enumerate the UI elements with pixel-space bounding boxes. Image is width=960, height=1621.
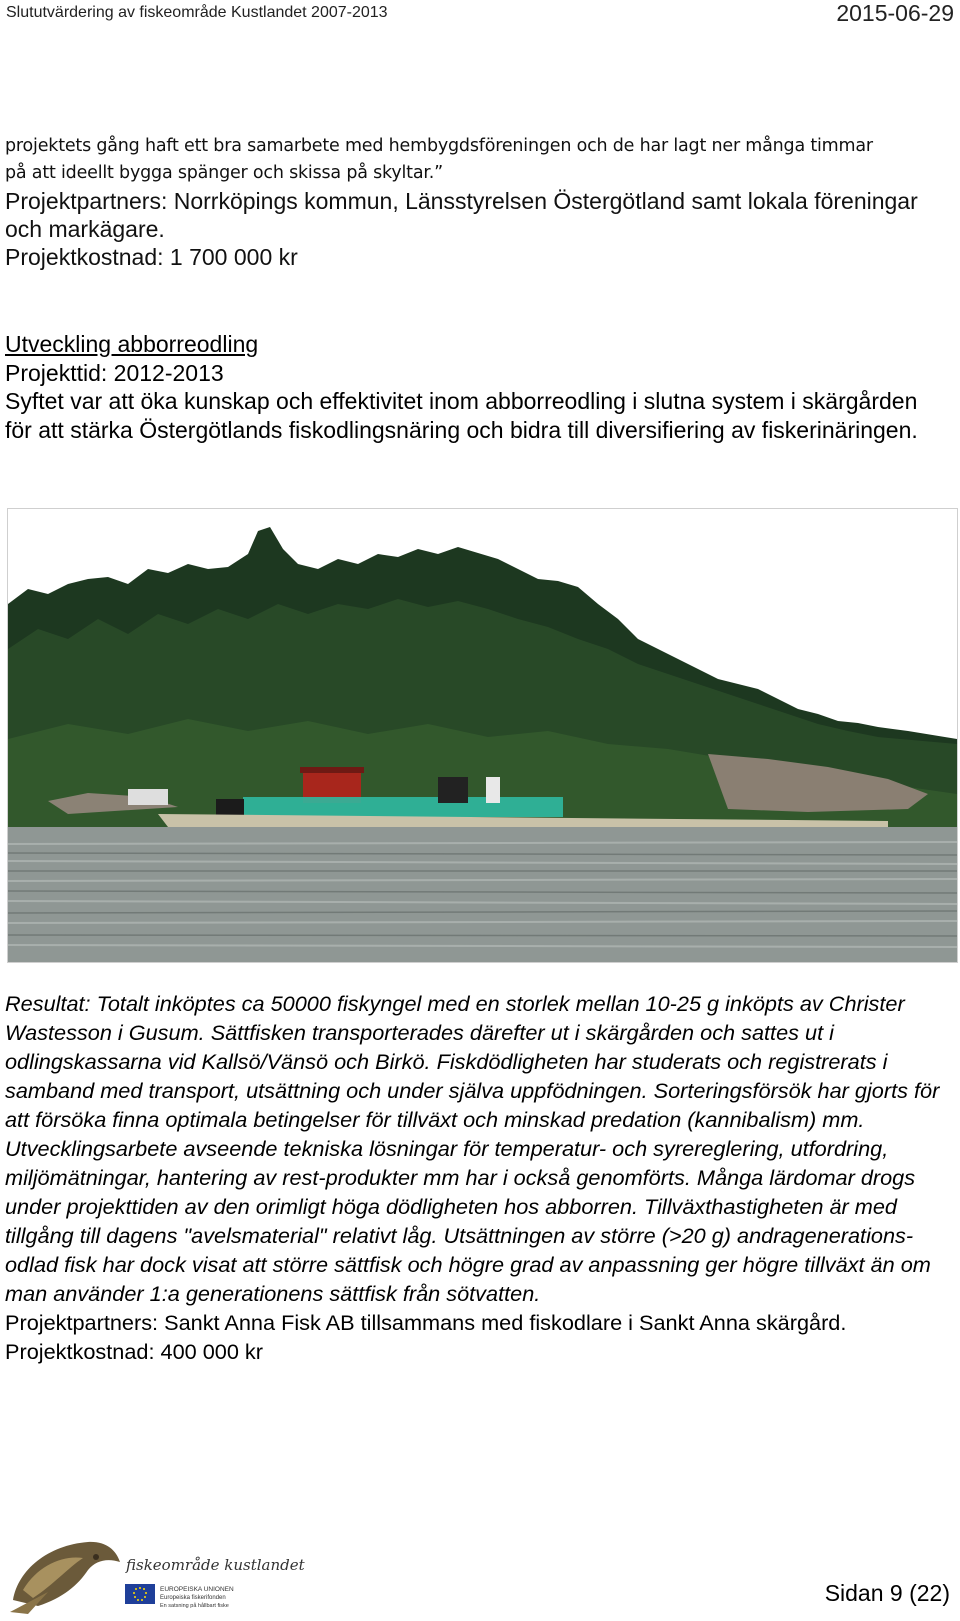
project-partners: Projektpartners: Norrköpings kommun, Länsstyrelsen Östergötland samt lokala föreningar och markägare.: [5, 188, 918, 242]
section-heading: Utveckling abborreodling: [5, 331, 259, 357]
previous-project-text: [5, 133, 950, 271]
result-text: [5, 989, 953, 1366]
eu-emblem: [125, 1582, 255, 1612]
closing-partners: Projektpartners: Sankt Anna Fisk AB tillsammans med fiskodlare i Sankt Anna skärgård.: [5, 1310, 847, 1335]
eu-line-2: Europeiska fiskerifonden: [160, 1595, 226, 1601]
result-paragraph: Resultat: Totalt inköptes ca 50000 fiskyngel med en storlek mellan 10-25 g inköpts av Christer Wastesson i Gusum. Sättfisken transporterades därefter ut i skärgården och sattes ut i odlingskassarna vid Kallsö/Vänsö och Birkö. Fiskdödligheten har studerats och registrerats i samband med transport, utsättning och under själva uppfödningen. Sorteringsförsök har gjorts för att försöka finna optimala betingelser för tillväxt och minskad predation (kannibalism) mm. Utvecklingsarbete avseende tekniska lösningar för temperatur- och syrereglering, utfordring, miljömätningar, hantering av rest-produkter mm har i också genomförts. Många lärdomar drogs under projekttiden av den orimligt höga dödligheten hos abborren. Tillväxthastigheten är med tillgång till dagens "avelsmaterial" relativt låg. Utsättningen av större (>20 g) andragenerations-odlad fisk har dock visat att större sättfisk och högre grad av anpassning ger högre tillväxt än om man använder 1:a generationens sättfisk från sötvatten.: [5, 991, 940, 1306]
closing-cost: Projektkostnad: 400 000 kr: [5, 1339, 263, 1364]
page-number: Sidan 9 (22): [824, 1580, 950, 1606]
project-cost: Projektkostnad: 1 700 000 kr: [5, 244, 298, 270]
project-section: [5, 330, 950, 444]
eu-line-1: EUROPEISKA UNIONEN: [160, 1586, 234, 1593]
fish-farm-photo: [7, 508, 958, 963]
header-date: 2015-06-29: [836, 0, 954, 26]
body-line: på att ideellt bygga spänger och skissa på skyltar.”: [5, 163, 443, 183]
project-period: Projekttid: 2012-2013: [5, 359, 224, 386]
logo-text: fiskeområde kustlandet: [126, 1556, 305, 1574]
eu-line-3: En satsning på hållbart fiske: [160, 1603, 229, 1609]
header-title: Slututvärdering av fiskeområde Kustlandet 2007-2013: [6, 4, 388, 21]
body-line: projektets gång haft ett bra samarbete med hembygdsföreningen och de har lagt ner många timmar: [5, 136, 873, 156]
project-purpose: Syftet var att öka kunskap och effektivitet inom abborreodling i slutna system i skärgården för att stärka Östergötlands fiskodlingsnäring och bidra till diversifiering av fiskerinäringen.: [5, 388, 918, 443]
